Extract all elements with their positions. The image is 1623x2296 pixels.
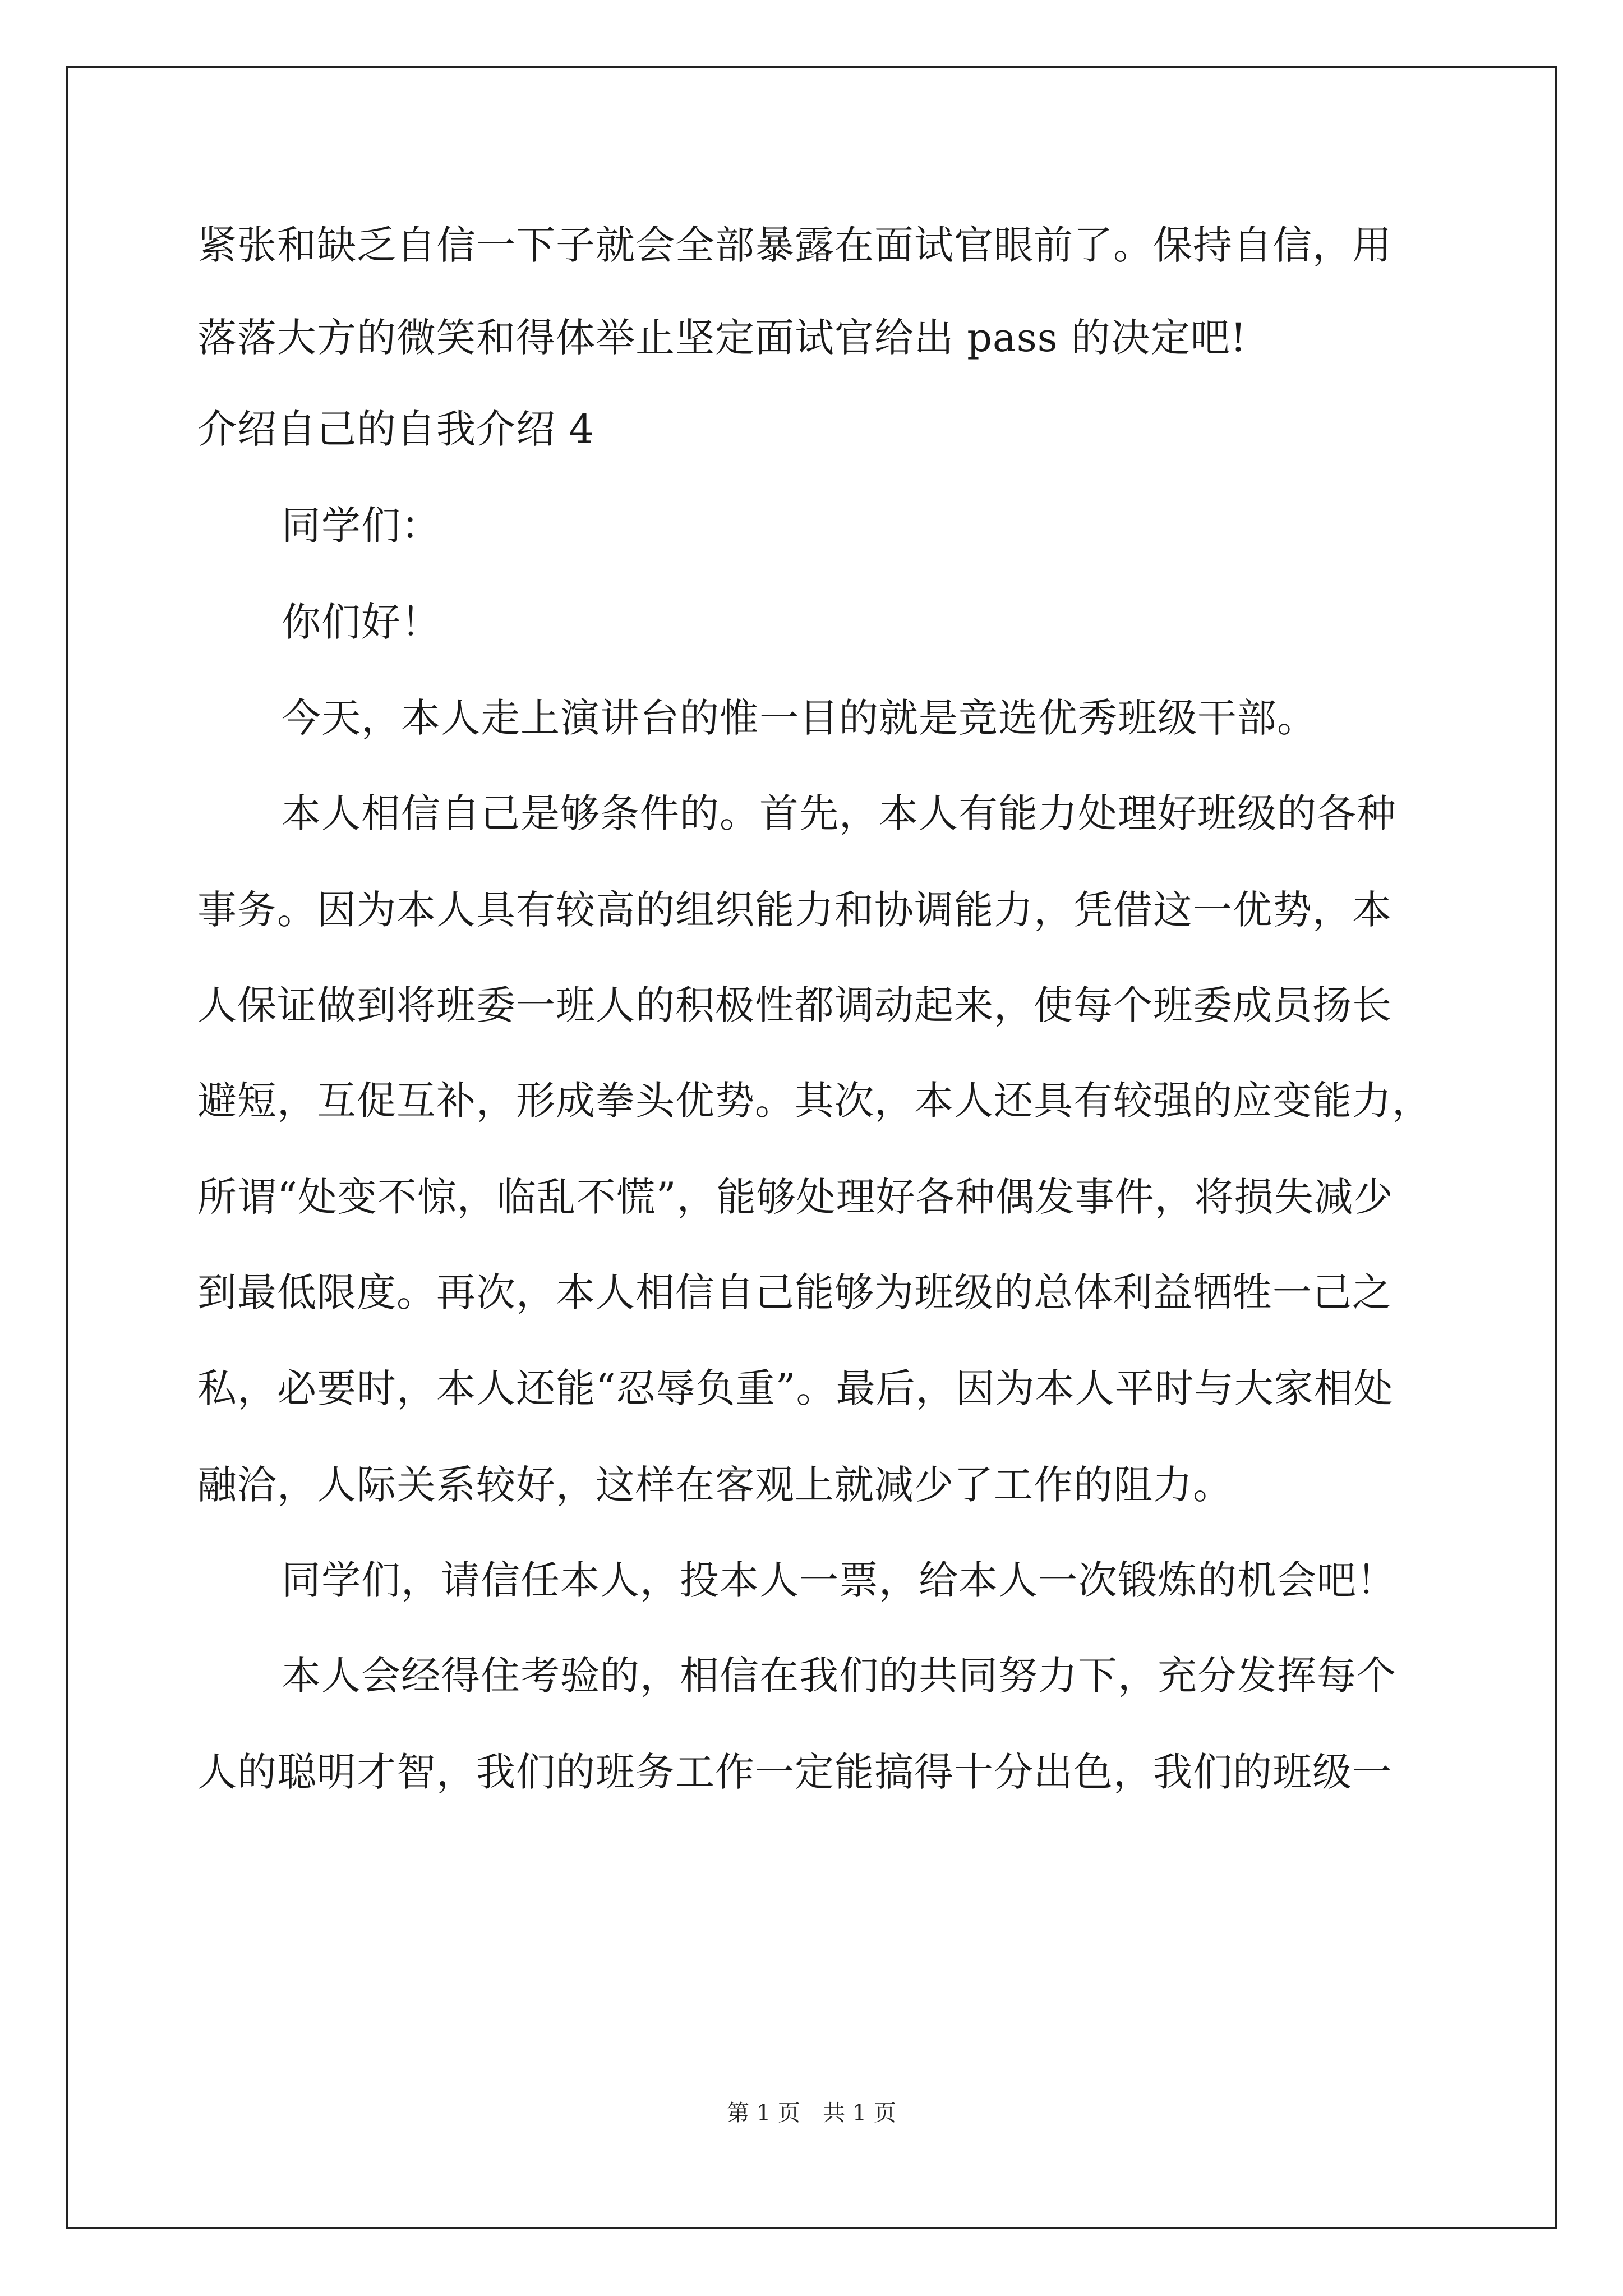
greeting: 你们好！ <box>282 599 441 645</box>
paragraph-line: 人保证做到将班委一班人的积极性都调动起来，使每个班委成员扬长 <box>197 982 1392 1028</box>
paragraph-line: 落落大方的微笑和得体举止坚定面试官给出 pass 的决定吧! <box>197 315 1247 361</box>
paragraph-line: 紧张和缺乏自信一下子就会全部暴露在面试官眼前了。保持自信，用 <box>197 222 1392 268</box>
paragraph-line: 今天，本人走上演讲台的惟一目的就是竞选优秀班级干部。 <box>282 695 1317 741</box>
paragraph-line: 所谓“处变不惊，临乱不慌”，能够处理好各种偶发事件，将损失减少 <box>197 1174 1394 1220</box>
paragraph-line: 事务。因为本人具有较高的组织能力和协调能力，凭借这一优势，本 <box>197 887 1392 933</box>
paragraph-line: 到最低限度。再次，本人相信自己能够为班级的总体利益牺牲一己之 <box>197 1269 1392 1315</box>
section-heading: 介绍自己的自我介绍 4 <box>197 406 594 452</box>
page-frame <box>66 66 1557 2229</box>
paragraph-line: 融洽，人际关系较好，这样在客观上就减少了工作的阻力。 <box>197 1462 1233 1508</box>
paragraph-line: 本人会经得住考验的，相信在我们的共同努力下，充分发挥每个 <box>282 1653 1396 1699</box>
paragraph-line: 避短，互促互补，形成拳头优势。其次，本人还具有较强的应变能力， <box>197 1078 1432 1124</box>
paragraph-line: 同学们，请信任本人，投本人一票，给本人一次锻炼的机会吧！ <box>282 1557 1396 1603</box>
salutation: 同学们： <box>282 503 441 549</box>
paragraph-line: 本人相信自己是够条件的。首先，本人有能力处理好班级的各种 <box>282 790 1396 836</box>
paragraph-line: 人的聪明才智，我们的班务工作一定能搞得十分出色，我们的班级一 <box>197 1749 1392 1795</box>
page-number: 第 1 页 共 1 页 <box>727 2100 896 2126</box>
paragraph-line: 私，必要时，本人还能“忍辱负重”。最后，因为本人平时与大家相处 <box>197 1365 1394 1411</box>
